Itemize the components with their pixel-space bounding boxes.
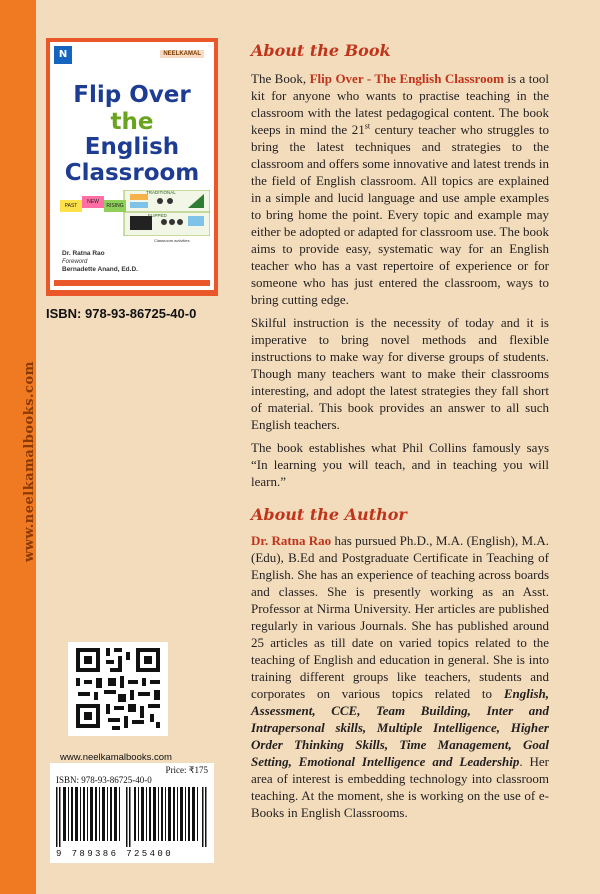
cover-author-name: Dr. Ratna Rao: [62, 250, 105, 257]
barcode-digits: 9 789386 725400: [56, 849, 174, 859]
book-title-inline: Flip Over - The English Classroom: [309, 71, 504, 86]
about-author-heading: About the Author: [251, 505, 407, 524]
qr-code: [68, 642, 168, 736]
author-topics: English, Assessment, CCE, Team Building, Inter and Intrapersonal skills, Multiple Intelligence, Higher Order Thinking Skills, Time Management, Goal Setting, Emotional Intelligence and Leadership: [251, 686, 549, 769]
illustration-label-flipped: FLIPPED: [148, 213, 167, 218]
cover-title-line1: Flip Over: [73, 82, 191, 108]
p1-intro: The Book,: [251, 71, 310, 86]
cover-bottom-band: [54, 280, 210, 286]
isbn-top: ISBN: 978-93-86725-40-0: [46, 306, 197, 321]
about-book-heading: About the Book: [251, 41, 391, 60]
cover-foreword-by: Bernadette Anand, Ed.D.: [62, 266, 138, 273]
sticky-note-new: NEW: [82, 196, 104, 208]
cover-thumbnail: [46, 38, 218, 296]
qr-code-icon: [68, 642, 168, 736]
barcode-icon: [56, 787, 208, 847]
cover-title-line3: English: [84, 134, 180, 160]
cover-face: [50, 42, 214, 290]
about-author-paragraph: [251, 532, 549, 821]
p1-body: is a tool kit for anyone who wants to practise teaching in the classroom with the latest pedagogical content. The book keeps in mind the 21: [251, 71, 549, 137]
about-book-paragraph-1: [251, 70, 549, 308]
about-book-paragraph-3: The book establishes what Phil Collins famously says “In learning you will teach, and in teaching you will learn.”: [251, 440, 549, 489]
website-bottom: www.neelkamalbooks.com: [60, 752, 172, 763]
p1-superscript: st: [364, 121, 371, 131]
cover-illustration: [60, 190, 210, 236]
author-bio-part2: . Her area of interest is embedding technology into classroom teaching. At the moment, she is working on the use of e-Books in English Classrooms.: [251, 754, 549, 820]
cover-title-line2: the: [110, 109, 154, 135]
sticky-note-rising: RISING: [104, 200, 126, 212]
p1-rest: century teacher who struggles to bring the latest techniques and strategies to the classroom and offers some innovative and latest trends in the field of English classroom. All topics are explained in a simple and lucid language and use ample examples to bring home the point. Every topic and example may either be adopted or adapted for classroom use. The book aims to provide easy, systematic way for an English teacher who has a vast repertoire of experience or for someone who has just entered the classroom, ways to bring cutting edge.: [251, 122, 549, 307]
illustration-caption: Classroom activities: [154, 238, 190, 243]
back-cover-text: [251, 40, 549, 821]
sticky-note-past: PAST: [60, 200, 82, 212]
publisher-tag: NEELKAMAL: [160, 50, 204, 58]
illustration-label-traditional: TRADITIONAL: [146, 190, 176, 195]
price-label: Price: ₹175: [165, 765, 208, 775]
cover-title-line4: Classroom: [64, 160, 200, 186]
cover-author-block: [62, 250, 138, 274]
isbn-bottom: ISBN: 978-93-86725-40-0: [56, 775, 152, 785]
about-book-paragraph-2: Skilful instruction is the necessity of today and it is imperative to bring novel methods and flexible instructions to make way for diverse groups of students. Though many teachers want to make their classrooms interesting, and adopt the latest strategies they fall short of material. This book provides an answer to all such English teachers.: [251, 315, 549, 432]
cover-foreword-label: Foreword: [62, 259, 88, 265]
publisher-logo: N: [54, 46, 72, 64]
author-name-inline: Dr. Ratna Rao: [251, 533, 332, 548]
author-bio-part1: has pursued Ph.D., M.A. (English), M.A. (Edu), B.Ed and Postgraduate Certificate in Teaching of English. She has an experience of teaching across boards and classes. She is presently working as an Asst. Professor at Nirma University. Her articles are published regularly in various Journals. She has published around 25 articles as till date on varied topics related to the teaching of English and education in general. She is into training different groups like teachers, students and corporates on various topics related to: [251, 533, 549, 701]
barcode-label: [50, 763, 214, 863]
